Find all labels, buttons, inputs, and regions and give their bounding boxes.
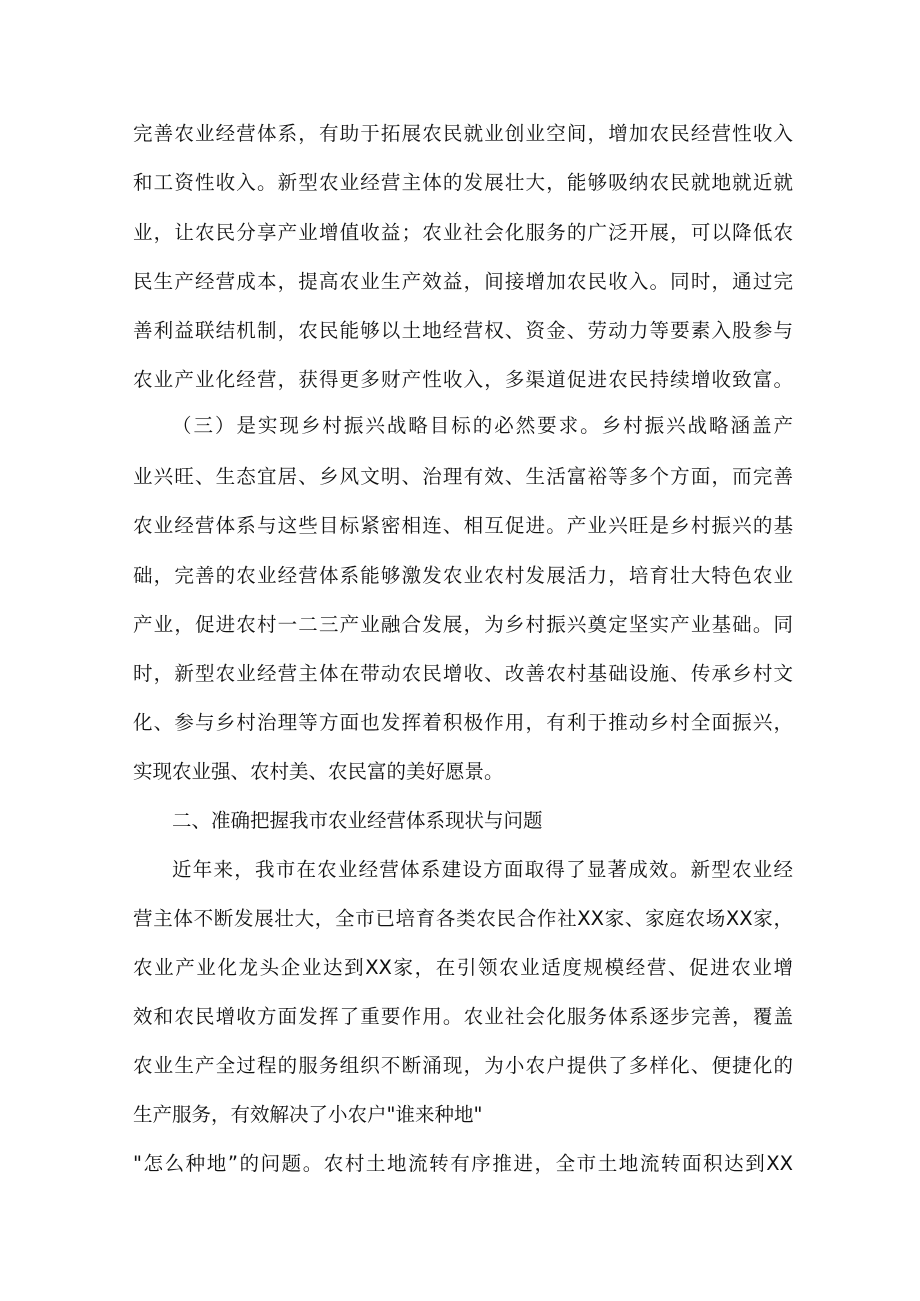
body-text-line: 完善农业经营体系，有助于拓展农民就业创业空间，增加农民经营性收入 bbox=[133, 122, 793, 145]
body-text-line: 效和农民增收方面发挥了重要作用。农业社会化服务体系逐步完善，覆盖 bbox=[133, 1005, 793, 1028]
paragraph-first-line: （三）是实现乡村振兴战略目标的必然要求。乡村振兴战略涵盖产 bbox=[172, 414, 793, 437]
body-text-line: 民生产经营成本，提高农业生产效益，间接增加农民收入。同时，通过完 bbox=[133, 270, 793, 293]
body-text-line: 产业，促进农村一二三产业融合发展，为乡村振兴奠定坚实产业基础。同 bbox=[133, 613, 793, 636]
body-text-line: 营主体不断发展壮大，全市已培育各类农民合作社XX家、家庭农场XX家， bbox=[133, 907, 793, 930]
body-text-line: 善利益联结机制，农民能够以土地经营权、资金、劳动力等要素入股参与 bbox=[133, 319, 793, 342]
body-text-line: "怎么种地”的问题。农村土地流转有序推进，全市土地流转面积达到XX bbox=[133, 1152, 793, 1175]
body-text-line: 农业生产全过程的服务组织不断涌现，为小农户提供了多样化、便捷化的 bbox=[133, 1054, 793, 1077]
body-text-line: 础，完善的农业经营体系能够激发农业农村发展活力，培育壮大特色农业 bbox=[133, 564, 793, 587]
section-heading: 二、准确把握我市农业经营体系现状与问题 bbox=[172, 809, 543, 832]
body-text-line: 和工资性收入。新型农业经营主体的发展壮大，能够吸纳农民就地就近就 bbox=[133, 171, 793, 194]
body-text-line: 业兴旺、生态宜居、乡风文明、治理有效、生活富裕等多个方面，而完善 bbox=[133, 465, 793, 488]
body-text-line: 时，新型农业经营主体在带动农民增收、改善农村基础设施、传承乡村文 bbox=[133, 662, 793, 685]
paragraph-first-line: 近年来，我市在农业经营体系建设方面取得了显著成效。新型农业经 bbox=[172, 858, 793, 881]
body-text-line: 农业经营体系与这些目标紧密相连、相互促进。产业兴旺是乡村振兴的基 bbox=[133, 514, 793, 537]
body-text-line: 农业产业化经营，获得更多财产性收入，多渠道促进农民持续增收致富。 bbox=[133, 368, 793, 391]
body-text-line: 业，让农民分享产业增值收益；农业社会化服务的广泛开展，可以降低农 bbox=[133, 221, 793, 244]
body-text-line: 实现农业强、农村美、农民富的美好愿景。 bbox=[133, 760, 504, 783]
body-text-line: 生产服务，有效解决了小农户"谁来种地" bbox=[133, 1103, 483, 1126]
body-text-line: 化、参与乡村治理等方面也发挥着积极作用，有利于推动乡村全面振兴， bbox=[133, 711, 793, 734]
body-text-line: 农业产业化龙头企业达到XX家，在引领农业适度规模经营、促进农业增 bbox=[133, 956, 793, 979]
